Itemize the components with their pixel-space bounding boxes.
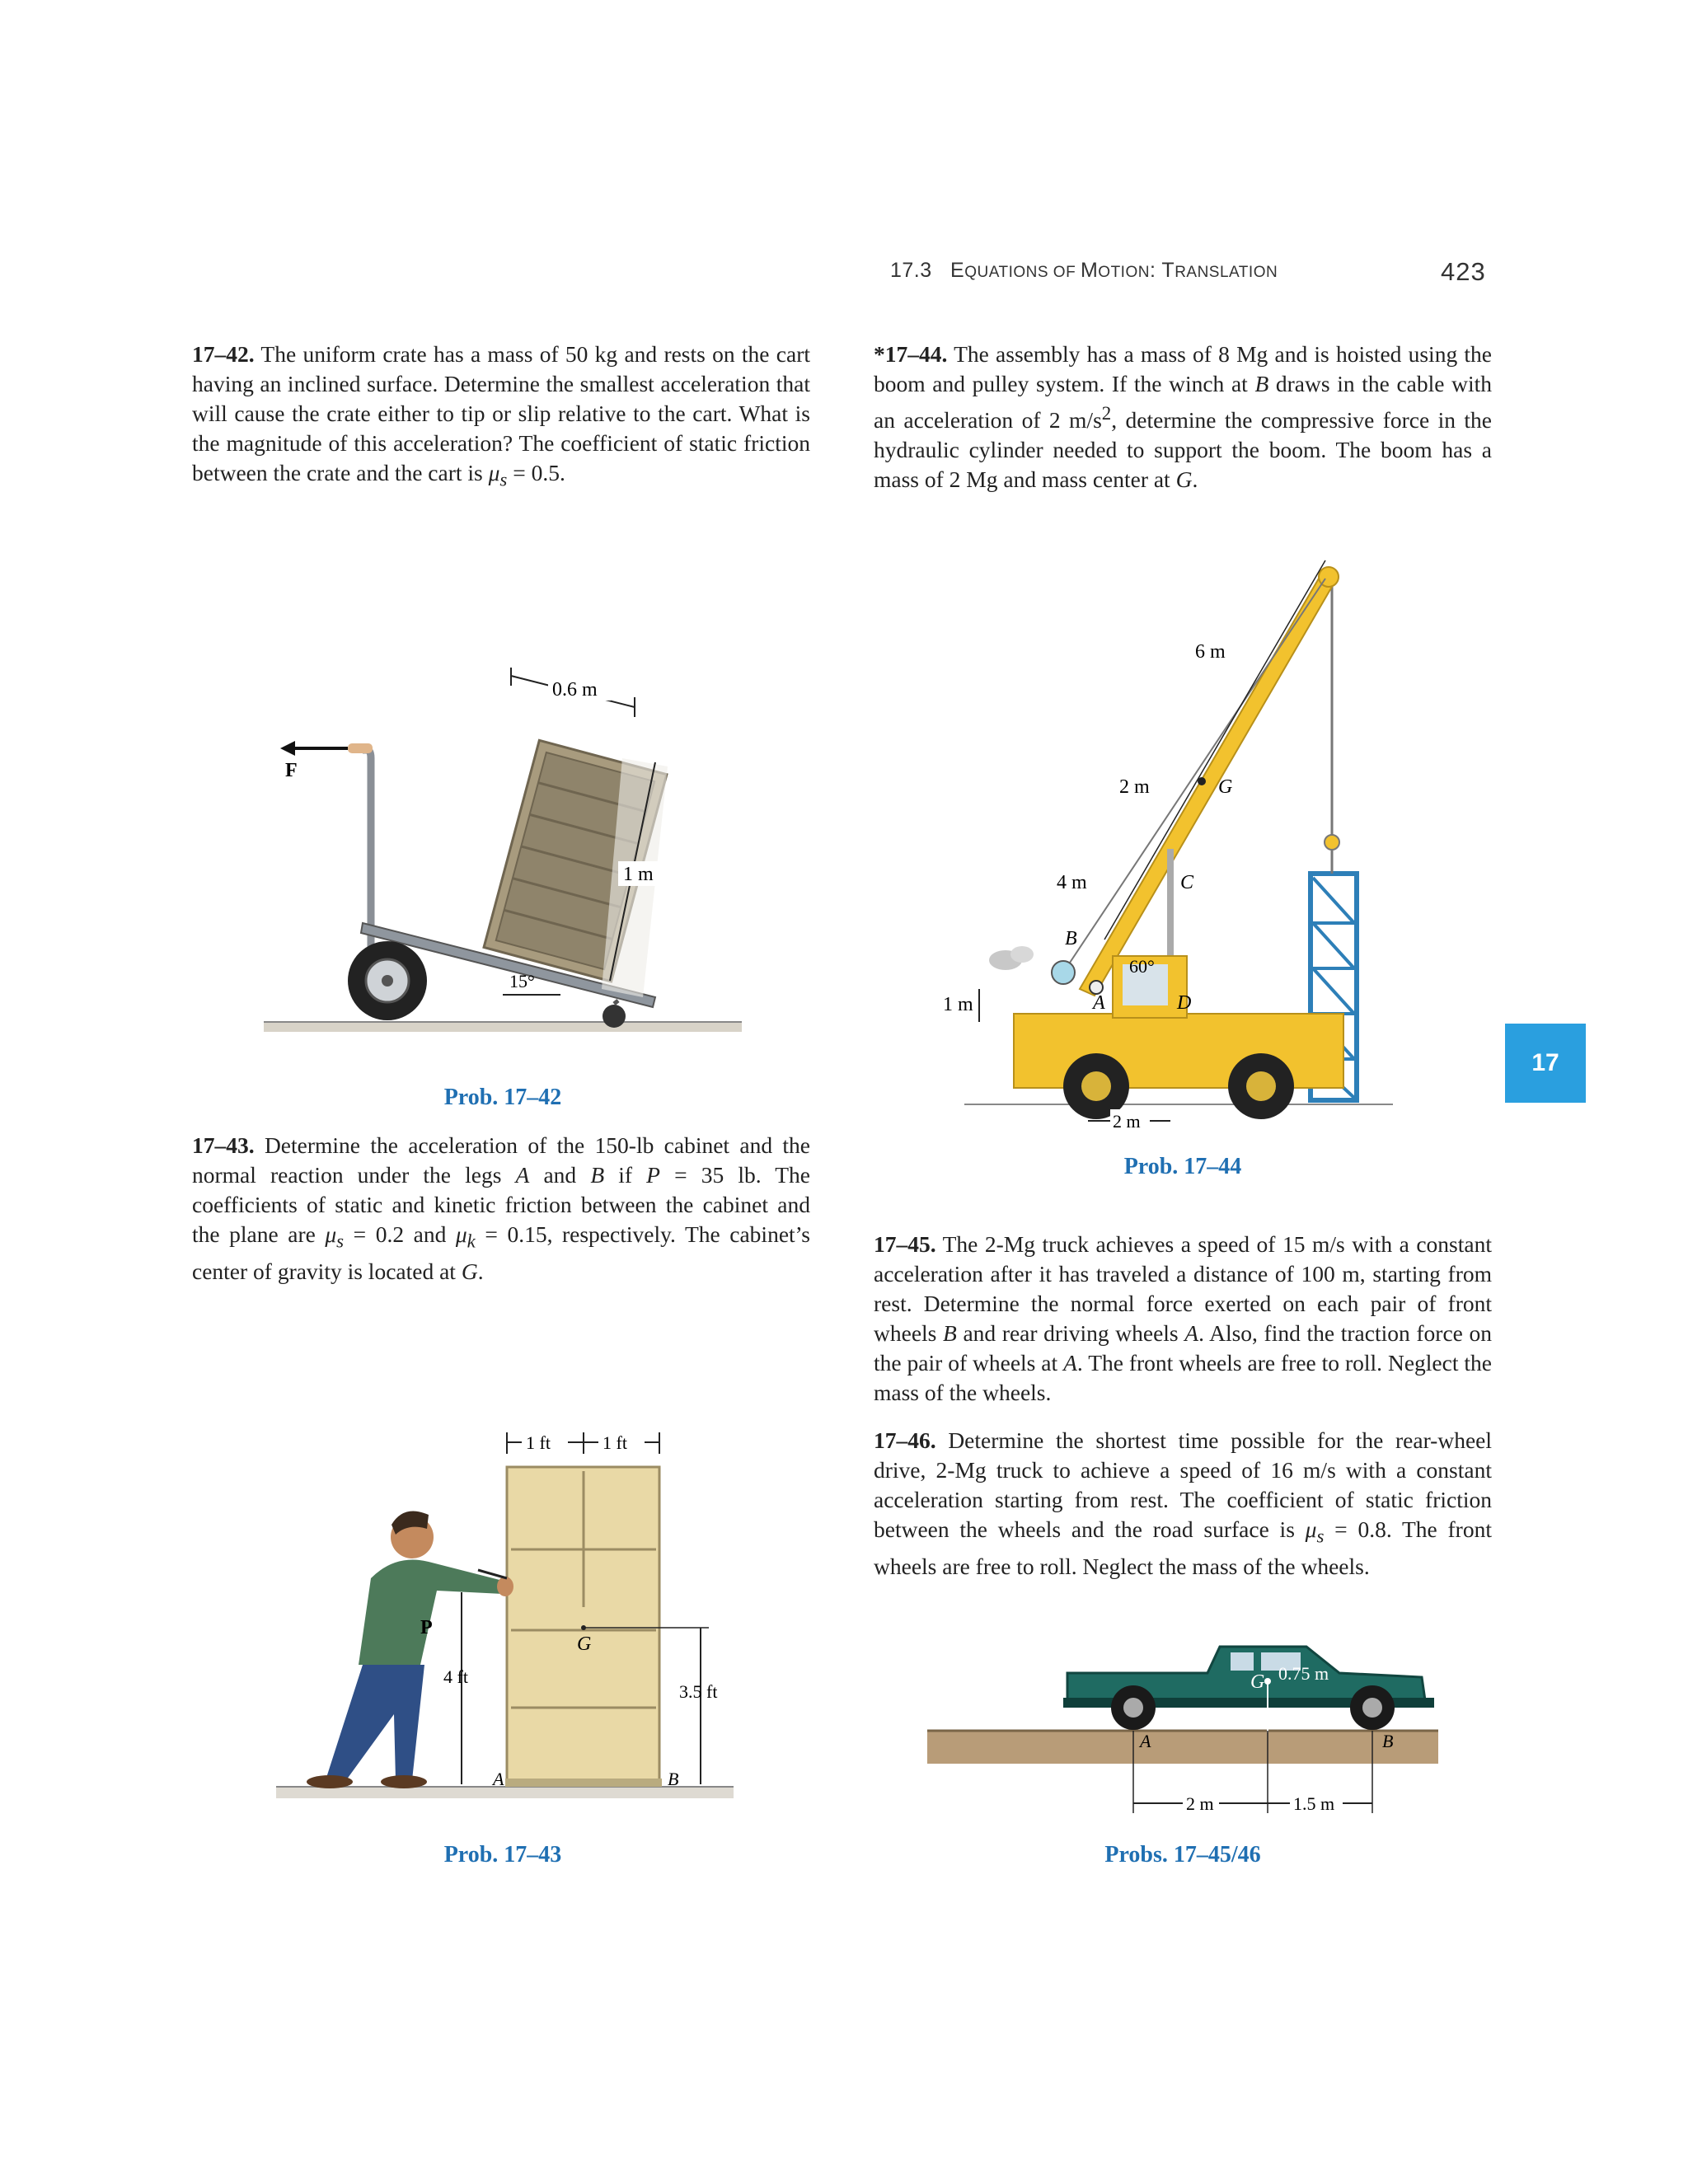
point-C-label: C: [1180, 872, 1194, 893]
road: [927, 1731, 1438, 1764]
cart-wheel-small: [603, 1005, 626, 1028]
dim-2m-base: 2 m: [1113, 1111, 1141, 1132]
truck-G-label: G: [1250, 1671, 1265, 1693]
caption-17-42: Prob. 17–42: [443, 1085, 562, 1110]
dim-height: 0.75 m: [1278, 1663, 1329, 1684]
caption-17-44: Prob. 17–44: [1123, 1154, 1242, 1179]
figure-crane: [931, 544, 1426, 1137]
dim-width: 0.6 m: [552, 679, 598, 701]
figure-truck: [927, 1615, 1438, 1838]
angle-label: 15°: [509, 971, 535, 991]
caption-17-43: Prob. 17–43: [443, 1842, 562, 1868]
problem-number: 17–46.: [874, 1427, 936, 1453]
chapter-tab[interactable]: 17: [1505, 1024, 1586, 1103]
leg-B-label: B: [668, 1769, 679, 1789]
dim-1-5m: 1.5 m: [1293, 1793, 1335, 1814]
dim-height: 1 m: [623, 864, 654, 885]
cart-handle: [363, 750, 371, 948]
dim-1ft-left: 1 ft: [526, 1432, 551, 1453]
dim-3-5ft: 3.5 ft: [679, 1681, 718, 1702]
figure-cabinet: [272, 1418, 734, 1830]
hand-grip: [348, 743, 373, 753]
point-B-label: B: [1065, 928, 1077, 949]
dim-4m: 4 m: [1057, 872, 1087, 893]
dim-4ft: 4 ft: [443, 1666, 468, 1687]
section-number: 17.3: [890, 259, 932, 282]
problem-17-42: 17–42. The uniform crate has a mass of 50 kg and rests on the cart having an inclined surface. Determine the smallest acceleration that will cause the crate either to tip or slip relative to the cart. What is the magnitude of this acceleration? The coefficient of static friction between the crate and the cart is $\mu_s = 0.5$.: [192, 341, 810, 490]
page-number: 423: [1441, 257, 1486, 286]
problem-number: 17–42.: [192, 341, 255, 367]
man-figure: [307, 1511, 513, 1788]
angle-60-label: 60°: [1129, 956, 1155, 977]
problem-17-46: 17–46. Determine the shortest time possible for the rear-wheel drive, 2-Mg truck to achieve a speed of 16 m/s with a constant acceleration starting from rest. The coefficient of static friction between the wheels and the road surface is $\mu_s = 0.8$. The front wheels are free to roll. Neglect the mass of the wheels.: [874, 1427, 1492, 1579]
force-P-label: P: [420, 1617, 433, 1638]
problem-number: *17–44.: [874, 341, 948, 367]
dim-1m: 1 m: [943, 994, 973, 1015]
dim-2m-boom: 2 m: [1119, 776, 1150, 798]
center-of-gravity-label: G: [577, 1633, 592, 1655]
point-D-label: D: [1177, 992, 1192, 1014]
boom-G-label: G: [1218, 776, 1233, 798]
dim-6m: 6 m: [1195, 641, 1226, 663]
ground: [264, 1022, 742, 1032]
figure-cart-crate: [256, 651, 750, 1047]
crane-truck-body: [1014, 1014, 1343, 1088]
dim-2m: 2 m: [1186, 1793, 1214, 1814]
problem-number: 17–45.: [874, 1231, 936, 1257]
running-header: [890, 259, 1278, 283]
dim-1ft-right: 1 ft: [603, 1432, 627, 1453]
force-label: F: [285, 760, 298, 781]
wheel-B-label: B: [1382, 1731, 1394, 1751]
problem-17-45: 17–45. The 2-Mg truck achieves a speed of 15 m/s with a constant acceleration after it has traveled a distance of 100 m, starting from rest. Determine the normal force exerted on each pair of front wheels B and rear driving wheels A. Also, find the traction force on the pair of wheels at A. The front wheels are free to roll. Neglect the mass of the wheels.: [874, 1231, 1492, 1405]
problem-17-43: 17–43. Determine the acceleration of the 150-lb cabinet and the normal reaction under the legs A and B if P = 35 lb. The coefficients of static and kinetic friction between the cabinet and the plane are $\mu_s = 0.2$ and $\mu_k = 0.15$, respectively. The cabinet’s center of gravity is located at G.: [192, 1132, 811, 1284]
point-A-label: A: [1093, 992, 1105, 1014]
problem-number: 17–43.: [192, 1132, 255, 1158]
leg-A-label: A: [493, 1769, 504, 1789]
wheel-A-label: A: [1140, 1731, 1151, 1751]
crane-boom: [1080, 573, 1335, 996]
problem-17-44: *17–44. The assembly has a mass of 8 Mg and is hoisted using the boom and pulley system. If the winch at B draws in the cable with an acceleration of 2 $m/s^2$, determine the compressive force in the hydraulic cylinder needed to support the boom. The boom has a mass of 2 Mg and mass center at G.: [874, 341, 1493, 493]
caption-17-45-46: Probs. 17–45/46: [1104, 1842, 1261, 1868]
section-title: EQUATIONS OF MOTION: TRANSLATION: [950, 259, 1278, 282]
